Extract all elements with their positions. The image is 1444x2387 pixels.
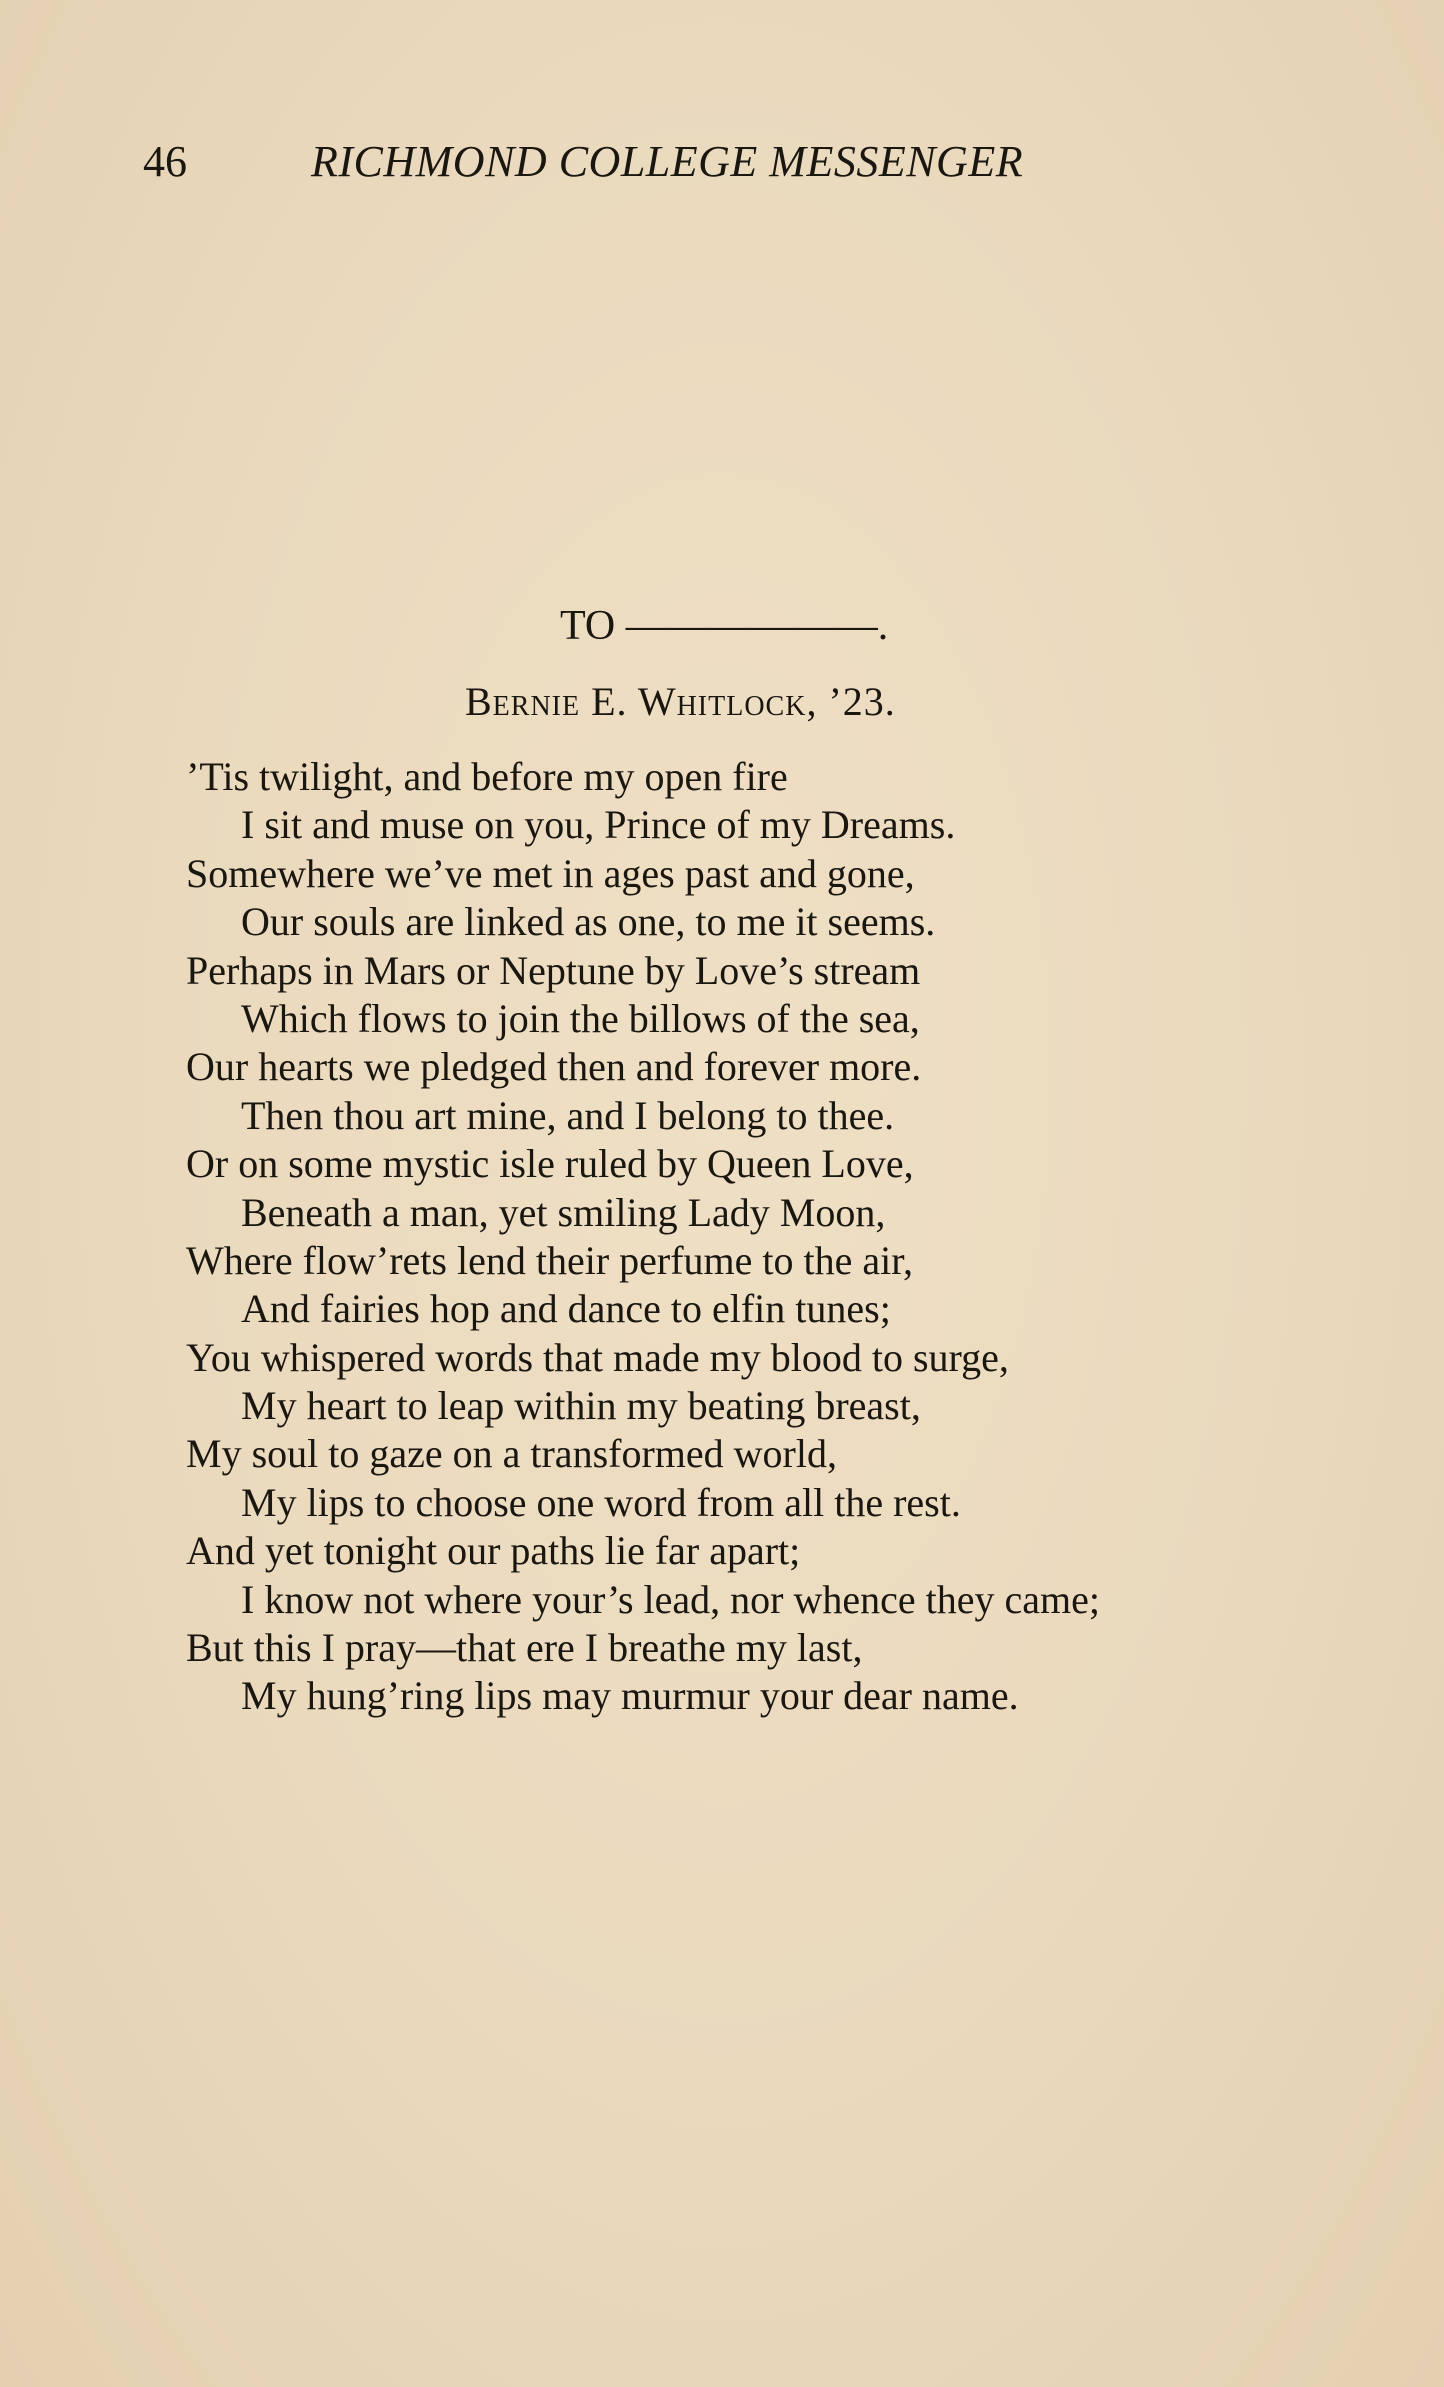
poem-line: And yet tonight our paths lie far apart;	[186, 1528, 801, 1574]
poem-line: Which flows to join the billows of the sea,	[241, 995, 920, 1041]
poem-line: But this I pray—that ere I breathe my last,	[186, 1625, 863, 1671]
poem-line: Our hearts we pledged then and forever more.	[186, 1044, 922, 1090]
poem-line: Somewhere we’ve met in ages past and gone,	[186, 850, 915, 896]
poem-line: Perhaps in Mars or Neptune by Love’s stream	[186, 947, 921, 993]
page-number: 46	[143, 137, 187, 186]
poem-author: Bernie E. Whitlock, ’23.	[465, 679, 896, 724]
poem-body	[186, 753, 1386, 1721]
page-header	[143, 132, 1203, 192]
poem-line: ’Tis twilight, and before my open fire	[186, 754, 788, 799]
poem-line: You whispered words that made my blood to surge,	[186, 1334, 1009, 1380]
poem-line: Where flow’rets lend their perfume to the air,	[186, 1237, 913, 1283]
poem-line: Beneath a man, yet smiling Lady Moon,	[241, 1189, 886, 1235]
poem-line: And fairies hop and dance to elfin tunes;	[241, 1286, 891, 1332]
poem-line: My soul to gaze on a transformed world,	[186, 1431, 837, 1477]
poem-line: My lips to choose one word from all the rest.	[241, 1479, 961, 1525]
running-head: RICHMOND COLLEGE MESSENGER	[311, 137, 1024, 186]
poem-title: TO ——————.	[560, 603, 889, 649]
poem-line: My heart to leap within my beating breast,	[241, 1383, 921, 1429]
poem-line: I sit and muse on you, Prince of my Dreams.	[241, 802, 956, 848]
poem-line: I know not where your’s lead, nor whence they came;	[241, 1576, 1100, 1622]
poem-line: Or on some mystic isle ruled by Queen Love,	[186, 1141, 914, 1187]
poem-line: Our souls are linked as one, to me it seems.	[241, 899, 936, 945]
poem-line: Then thou art mine, and I belong to thee.	[241, 1092, 895, 1138]
poem-line: My hung’ring lips may murmur your dear name.	[241, 1673, 1019, 1719]
